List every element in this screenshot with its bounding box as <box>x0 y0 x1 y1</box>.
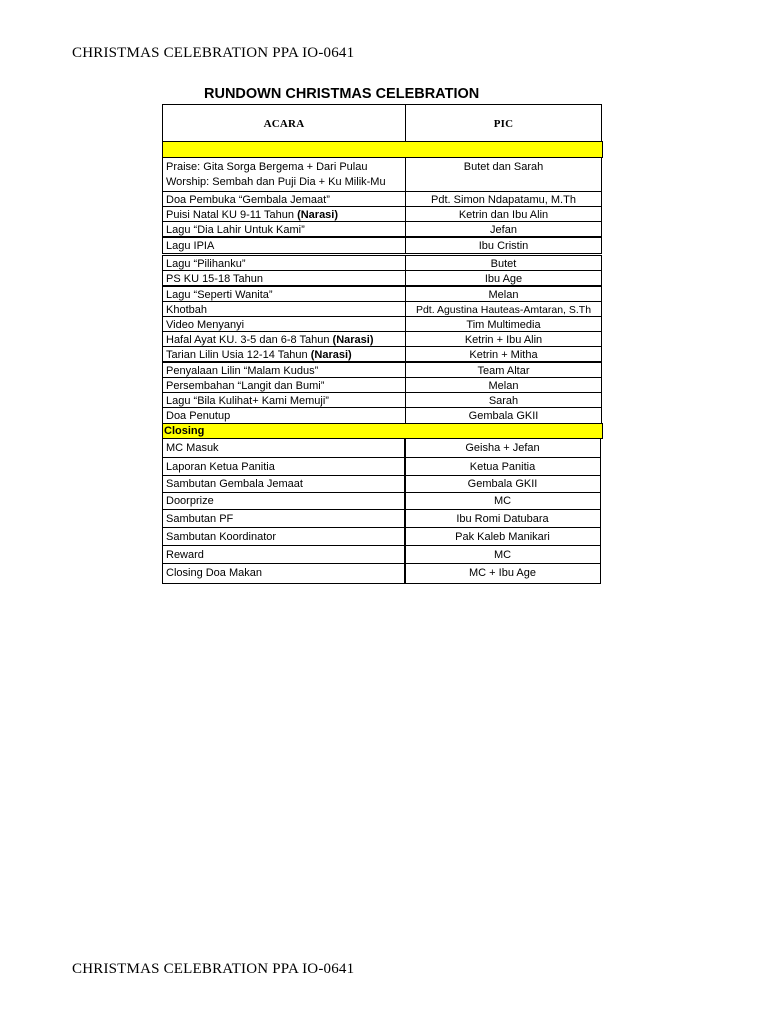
table-row-acara: Lagu IPIA <box>162 237 406 254</box>
table-row-acara: Lagu “Seperti Wanita” <box>162 286 406 302</box>
table-row-acara: Reward <box>162 545 406 564</box>
acara-note: (Narasi) <box>297 209 339 221</box>
acara-text: Hafal Ayat KU. 3-5 dan 6-8 Tahun <box>166 334 333 346</box>
column-header-pic: PIC <box>405 104 602 142</box>
table-row-acara: Sambutan Gembala Jemaat <box>162 475 406 493</box>
acara-text: Puisi Natal KU 9-11 Tahun <box>166 209 298 221</box>
table-row-acara: Penyalaan Lilin “Malam Kudus” <box>162 362 406 378</box>
closing-section-band <box>162 423 603 439</box>
table-row-pic: Jefan <box>405 221 602 237</box>
table-row-pic: Ketrin + Ibu Alin <box>405 331 602 347</box>
table-row-acara <box>162 346 406 362</box>
acara-line-1: Praise: Gita Sorga Bergema + Dari Pulau <box>166 161 368 173</box>
table-row-pic: Gembala GKII <box>405 407 602 424</box>
table-row-pic: Butet <box>405 255 602 271</box>
table-row-pic: Melan <box>405 286 602 302</box>
table-row-pic: MC + Ibu Age <box>404 563 601 584</box>
table-row-acara: Sambutan Koordinator <box>162 527 406 546</box>
table-row-pic: Tim Multimedia <box>405 316 602 332</box>
acara-text: Tarian Lilin Usia 12-14 Tahun <box>166 349 311 361</box>
table-row-pic: Ketua Panitia <box>404 457 601 476</box>
table-row-acara: Laporan Ketua Panitia <box>162 457 406 476</box>
table-row-pic: MC <box>404 545 601 564</box>
table-row-pic: Pdt. Simon Ndapatamu, M.Th <box>405 191 602 207</box>
closing-label: Closing <box>164 425 205 437</box>
table-row-pic: MC <box>404 492 601 510</box>
acara-line-2: Worship: Sembah dan Puji Dia + Ku Milik-Mu <box>166 176 386 188</box>
table-row-acara <box>162 157 406 192</box>
table-row-pic: Sarah <box>405 392 602 408</box>
table-row-pic: Ibu Age <box>405 270 602 286</box>
table-row-acara: PS KU 15-18 Tahun <box>162 270 406 286</box>
table-row-acara: MC Masuk <box>162 438 406 458</box>
page-title: RUNDOWN CHRISTMAS CELEBRATION <box>204 86 480 102</box>
table-row-acara: Sambutan PF <box>162 509 406 528</box>
table-row-pic: Gembala GKII <box>404 475 601 493</box>
table-row-acara: Persembahan “Langit dan Bumi” <box>162 377 406 393</box>
table-row-acara: Khotbah <box>162 301 406 317</box>
table-row-acara <box>162 206 406 222</box>
table-row-pic: Pdt. Agustina Hauteas-Amtaran, S.Th <box>405 301 602 317</box>
table-row-pic: Ibu Romi Datubara <box>404 509 601 528</box>
table-row-acara: Doorprize <box>162 492 406 510</box>
table-row-pic: Melan <box>405 377 602 393</box>
acara-note: (Narasi) <box>332 334 374 346</box>
table-row-pic: Butet dan Sarah <box>405 157 602 192</box>
table-row-acara: Closing Doa Makan <box>162 563 406 584</box>
table-row-acara: Lagu “Bila Kulihat+ Kami Memuji” <box>162 392 406 408</box>
table-row-acara: Lagu “Pilihanku” <box>162 255 406 271</box>
table-row-acara: Lagu “Dia Lahir Untuk Kami” <box>162 221 406 237</box>
table-row-pic: Ketrin dan Ibu Alin <box>405 206 602 222</box>
table-row-acara: Doa Penutup <box>162 407 406 424</box>
table-row-acara: Doa Pembuka “Gembala Jemaat” <box>162 191 406 207</box>
section-highlight <box>162 141 603 158</box>
page-header: CHRISTMAS CELEBRATION PPA IO-0641 <box>72 45 355 61</box>
acara-note: (Narasi) <box>310 349 352 361</box>
table-row-pic: Pak Kaleb Manikari <box>404 527 601 546</box>
table-row-pic: Ibu Cristin <box>405 237 602 254</box>
table-row-acara: Video Menyanyi <box>162 316 406 332</box>
table-row-pic: Ketrin + Mitha <box>405 346 602 362</box>
column-header-acara: ACARA <box>162 104 406 142</box>
page-footer: CHRISTMAS CELEBRATION PPA IO-0641 <box>72 961 355 977</box>
table-row-acara <box>162 331 406 347</box>
table-row-pic: Team Altar <box>405 362 602 378</box>
table-row-pic: Geisha + Jefan <box>404 438 601 458</box>
